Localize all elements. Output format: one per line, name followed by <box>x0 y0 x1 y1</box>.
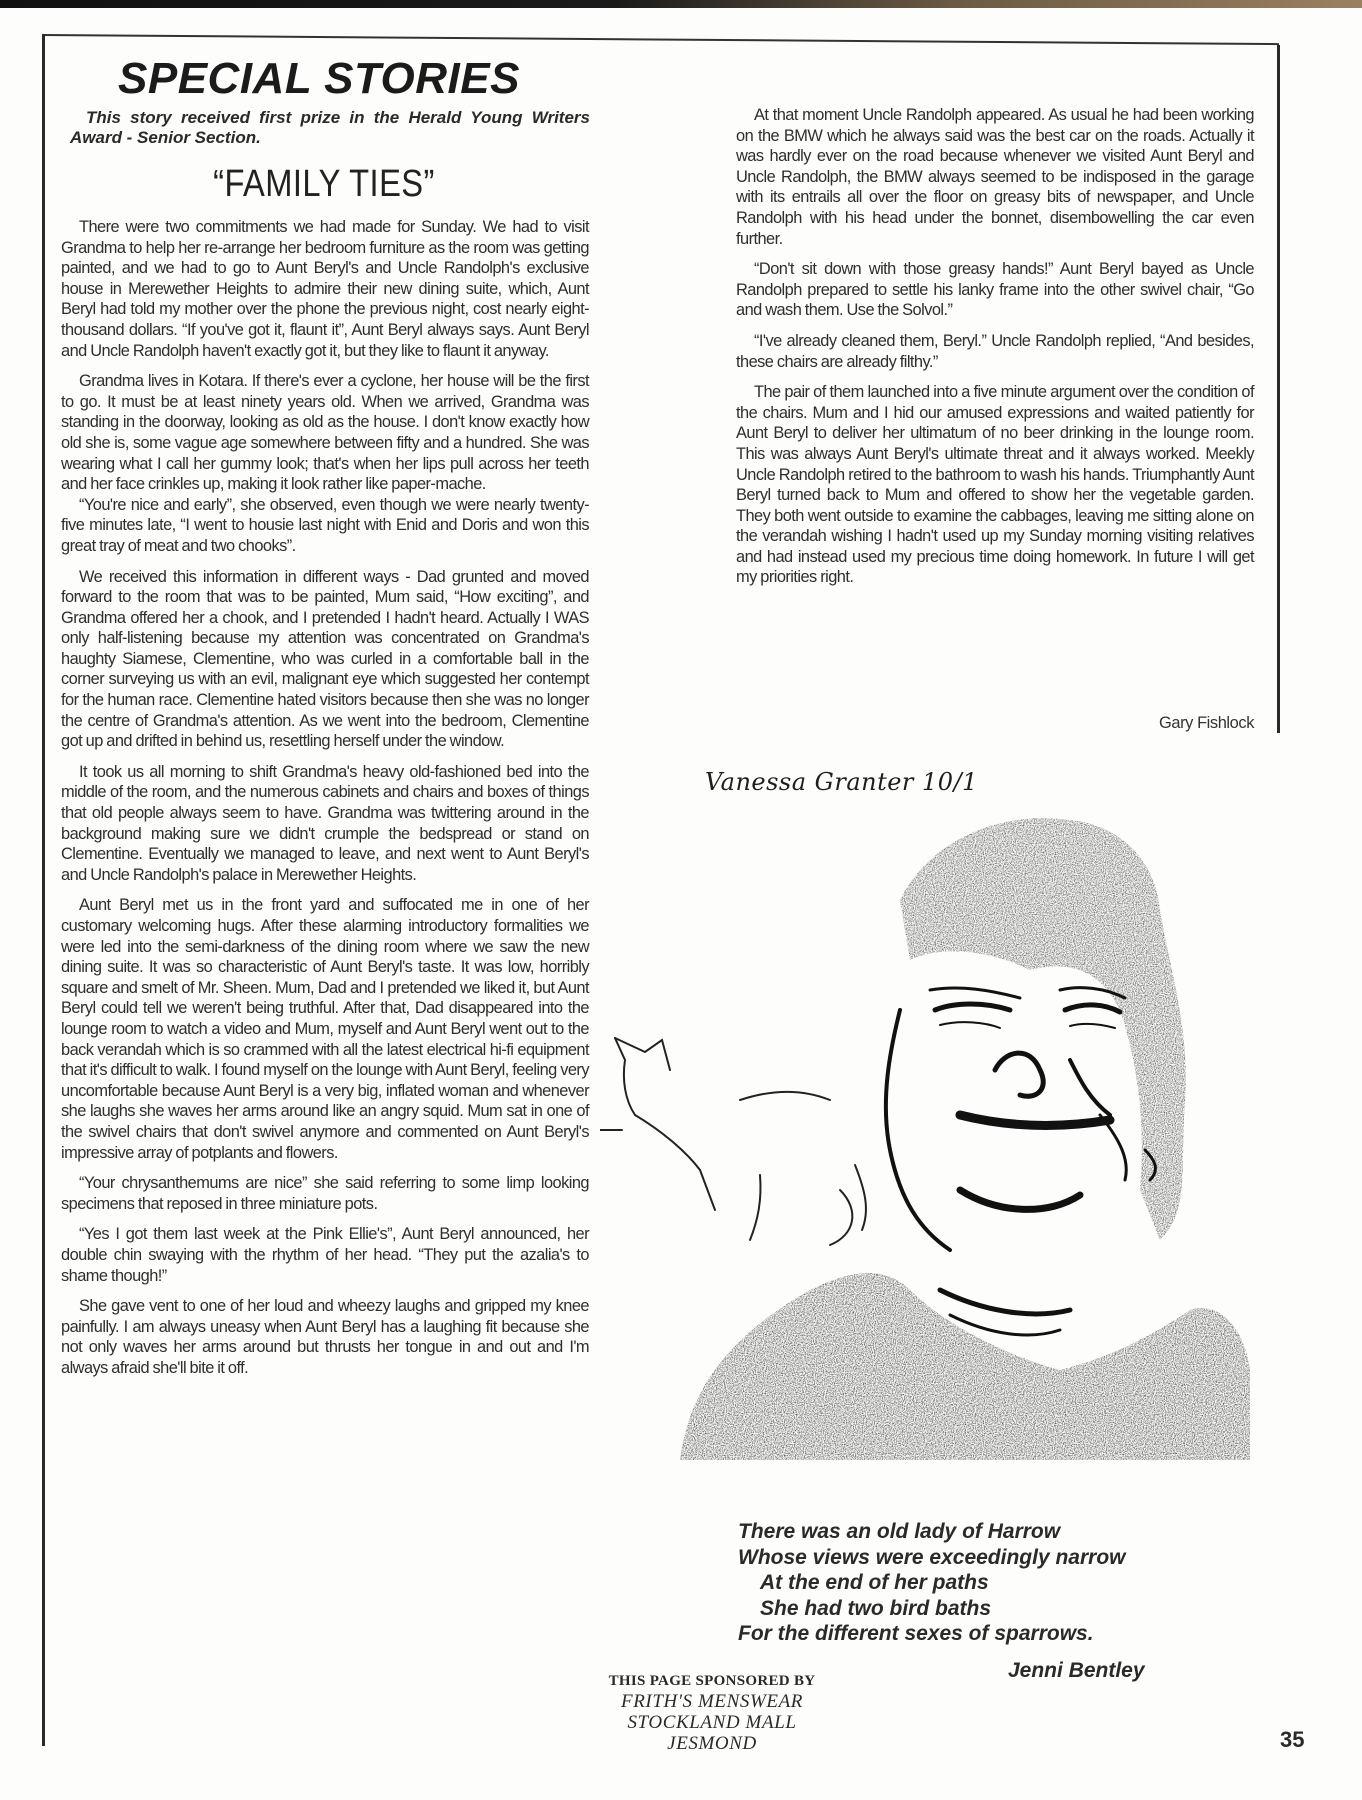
sponsor-lead: THIS PAGE SPONSORED BY <box>608 1673 816 1689</box>
hair-shading <box>900 818 1186 1240</box>
poem-line: At the end of her paths <box>760 1571 989 1594</box>
story-paragraph: The pair of them launched into a five minute argument over the condition of the chairs. Mum and I hid our amused expressions and waited patiently for Aunt Beryl to deliver her ultimatum of no beer drinking in the lounge room. This was always Aunt Beryl's ultimate threat and it always worked. Meekly Uncle Randolph retired to the bathroom to wash his hands. Triumphantly Aunt Beryl turned back to Mum and offered to show her the vegetable garden. They both went outside to examine the cabbages, leaving me sitting alone on the verandah wishing I hadn't used up my Sunday morning visiting relatives and had instead used my precious time doing homework. In future I will get my priorities right. <box>736 383 1254 587</box>
story-paragraph: We received this information in different ways - Dad grunted and moved forward to the room that was to be painted, Mum said, “How exciting”, and Grandma offered her a chook, and I pretended I hadn't heard. Actually I WAS only half-listening because my attention was concentrated on Grandma's haughty Siamese, Clementine, who was curled in a comfortable ball in the corner surveying us with an evil, malignant eye which suggested her contempt for the human race. Clementine hated visitors because then she was no longer the centre of Grandma's attention. As we went into the bedroom, Clementine got up and drifted in behind us, resettling herself under the window. <box>61 567 589 751</box>
story-column-left <box>61 217 589 1388</box>
story-paragraph: It took us all morning to shift Grandma's heavy old-fashioned bed into the middle of the room, and the numerous cabinets and chairs and boxes of things that old people always seem to have. Grandma was twittering around in the background making sure we didn't crumple the bedspread or stand on Clementine. Eventually we managed to leave, and next went to Aunt Beryl's and Uncle Randolph's palace in Merewether Heights. <box>61 762 589 884</box>
page-number: 35 <box>1280 1727 1305 1752</box>
artist-signature: Vanessa Granter 10/1 <box>705 768 978 796</box>
sponsor-line: FRITH'S MENSWEAR <box>621 1691 803 1712</box>
section-title: SPECIAL STORIES <box>118 54 520 103</box>
story-author: Gary Fishlock <box>1159 714 1254 732</box>
story-paragraph: “You're nice and early”, she observed, even though we were nearly twenty-five minutes late, “I went to housie last night with Enid and Doris and won this great tray of meat and two chooks”. <box>61 495 589 555</box>
award-subtitle <box>70 108 590 148</box>
cat-outline <box>600 1038 866 1245</box>
poem-line: Whose views were exceedingly narrow <box>738 1545 1126 1569</box>
award-subtitle-text: This story received first prize in the Herald Young Writers Award - Senior Section. <box>70 108 590 147</box>
sponsor-line: STOCKLAND MALL <box>627 1712 797 1733</box>
poem-line: There was an old lady of Harrow <box>738 1520 1061 1543</box>
face-lines <box>886 988 1156 1335</box>
limerick-poem <box>738 1519 1126 1647</box>
story-paragraph: She gave vent to one of her loud and wheezy laughs and gripped my knee painfully. I am always uneasy when Aunt Beryl has a laughing fit because she not only waves her arms around but thrusts her tongue in and out and I'm always afraid she'll bite it off. <box>61 1297 589 1377</box>
story-paragraph: Aunt Beryl met us in the front yard and suffocated me in one of her customary welcoming hugs. After these alarming introductory formalities we were led into the semi-darkness of the dining room where we saw the new dining suite. It was so characteristic of Aunt Beryl's taste. It was low, horribly square and smelt of Mr. Sheen. Mum, Dad and I pretended we liked it, but Aunt Beryl could tell we weren't being truthful. After that, Dad disappeared into the lounge room to watch a video and Mum, myself and Aunt Beryl went out to the back verandah which is so crammed with all the latest electrical hi-fi equipment that it's difficult to walk. I found myself on the lounge with Aunt Beryl, feeling very uncomfortable because Aunt Beryl is a very big, inflated woman and whenever she laughs she waves her arms around like an angry squid. Mum sat in one of the swivel chairs that don't swivel anymore and commented on Aunt Beryl's impressive array of potplants and flowers. <box>61 896 589 1162</box>
story-paragraph: Grandma lives in Kotara. If there's ever a cyclone, her house will be the first to go. It must be at least ninety years old. When we arrived, Grandma was standing in the doorway, looking as old as the house. I don't know exactly how old she is, some vague age somewhere between fifty and a hundred. She was wearing what I call her gummy look; that's when her lips pull across her teeth and her face crinkles up, making it look rather like paper-mache. <box>61 372 589 494</box>
story-paragraph: There were two commitments we had made for Sunday. We had to visit Grandma to help her re-arrange her bedroom furniture as the room was getting painted, and we had to go to Aunt Beryl's and Uncle Randolph's exclusive house in Merewether Heights to admire their new dining suite, which, Aunt Beryl had told my mother over the phone the previous night, cost nearly eight-thousand dollars. “If you've got it, flaunt it”, Aunt Beryl always says. Aunt Beryl and Uncle Randolph haven't exactly got it, but they like to flaunt it anyway. <box>61 218 589 360</box>
frame-border-top <box>42 34 1279 45</box>
poem-author: Jenni Bentley <box>1008 1659 1145 1682</box>
frame-border-left <box>42 34 45 1746</box>
scan-edge-shadow <box>0 0 1362 8</box>
sponsor-notice <box>602 1672 822 1754</box>
frame-border-right <box>1277 45 1280 733</box>
story-column-right <box>736 105 1254 598</box>
story-paragraph: “Yes I got them last week at the Pink Ellie's”, Aunt Beryl announced, her double chin swaying with the rhythm of her head. “They put the azalia's to shame though!” <box>61 1225 589 1285</box>
story-paragraph: “Your chrysanthemums are nice” she said referring to some limp looking specimens that reposed in three miniature pots. <box>61 1174 589 1213</box>
poem-line: For the different sexes of sparrows. <box>738 1622 1094 1645</box>
story-paragraph: “I've already cleaned them, Beryl.” Uncle Randolph replied, “And besides, these chairs are already filthy.” <box>736 331 1254 371</box>
story-title: “FAMILY TIES” <box>213 163 435 205</box>
old-woman-with-cat-drawing-icon <box>600 770 1250 1460</box>
sponsor-line: JESMOND <box>667 1733 757 1754</box>
story-paragraph: At that moment Uncle Randolph appeared. As usual he had been working on the BMW which he always said was the best car on the roads. Actually it was hardly ever on the road because whenever we visited Aunt Beryl and Uncle Randolph, the BMW always seemed to be indisposed in the garage with its entrails all over the floor on greasy bits of newspaper, and Uncle Randolph with his head under the bonnet, disembowelling the car even further. <box>736 106 1254 248</box>
story-paragraph: “Don't sit down with those greasy hands!” Aunt Beryl bayed as Uncle Randolph prepared to settle his lanky frame into the other swivel chair, “Go and wash them. Use the Solvol.” <box>736 260 1254 320</box>
poem-line: She had two bird baths <box>760 1596 992 1620</box>
